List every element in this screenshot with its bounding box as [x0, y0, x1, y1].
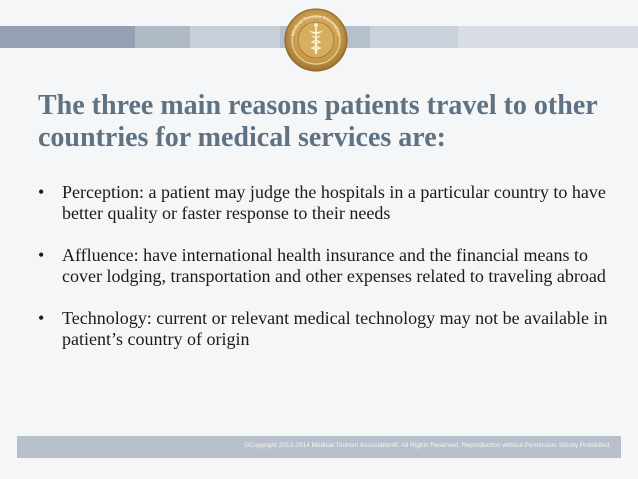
bullet-list: [38, 182, 608, 350]
copyright-text: ©Copyright 2013-2014 Medical Tourism Association®. All Rights Reserved. Reproduction without Permission Strictly Prohibited.: [244, 442, 611, 449]
logo-text: Medical Tourism Association: [290, 13, 342, 37]
bullet-item: [38, 308, 608, 350]
bullet-symbol: •: [38, 245, 45, 265]
slide-title: The three main reasons patients travel to other countries for medical services are:: [38, 90, 598, 153]
bullet-item: [38, 182, 608, 224]
header-band-segment: [0, 26, 135, 48]
bullet-text: Affluence: have international health insurance and the financial means to cover lodging, transportation and other expenses related to traveling abroad: [62, 245, 606, 286]
header-band-segment: [370, 26, 458, 48]
bullet-item: [38, 245, 608, 287]
caduceus-seal-icon: [284, 8, 348, 72]
footer-band: [17, 436, 621, 458]
bullet-text: Technology: current or relevant medical technology may not be available in patient’s country of origin: [62, 308, 608, 349]
bullet-text: Perception: a patient may judge the hospitals in a particular country to have better quality or faster response to their needs: [62, 182, 606, 223]
header-band-segment: [190, 26, 280, 48]
header-band-segment: [135, 26, 190, 48]
header-band-segment: [458, 26, 638, 48]
bullet-symbol: •: [38, 182, 45, 202]
bullet-symbol: •: [38, 308, 45, 328]
